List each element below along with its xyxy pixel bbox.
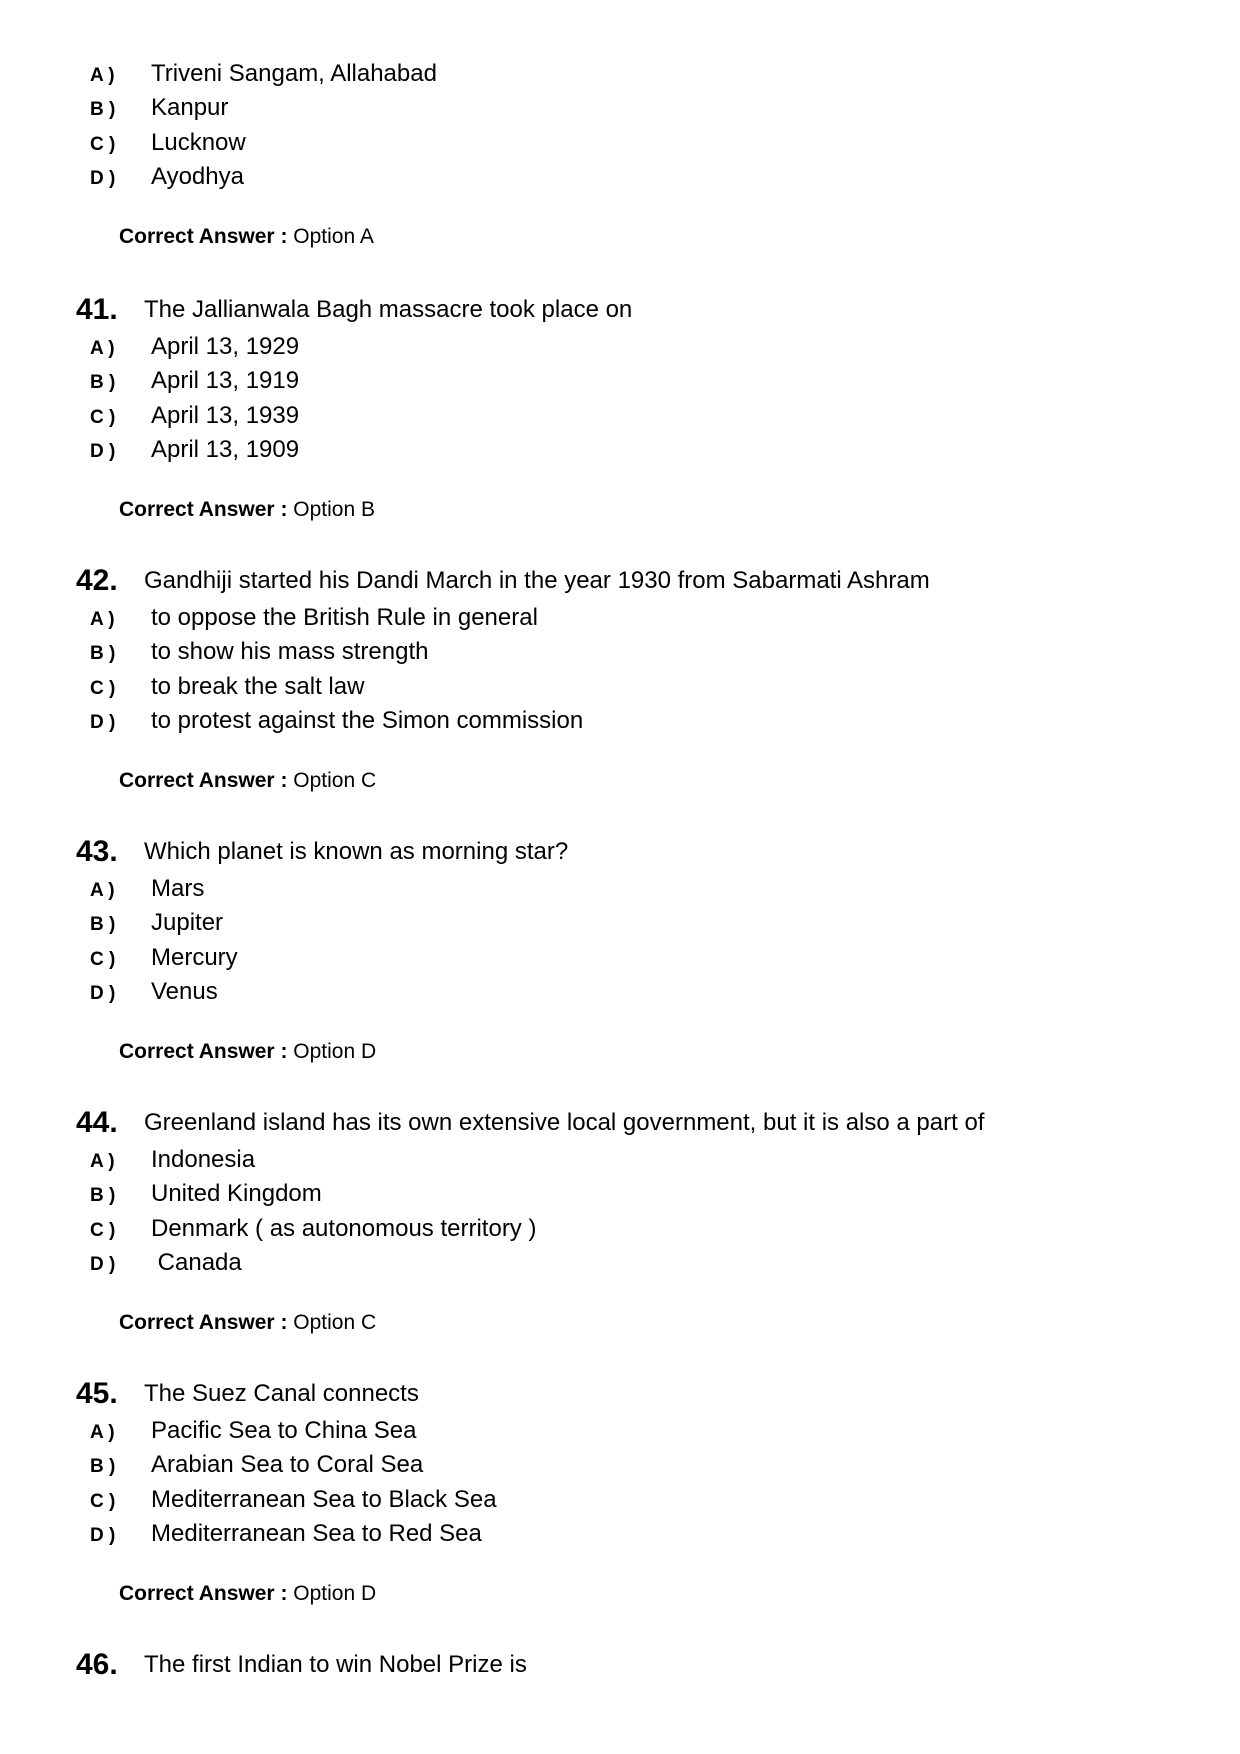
option-a xyxy=(0,872,1240,906)
option-b xyxy=(0,635,1240,669)
option-letter: C ) xyxy=(90,133,116,155)
question-line xyxy=(0,1374,1240,1414)
question-line xyxy=(0,561,1240,601)
question-text: Greenland island has its own extensive local government, but it is also a part of xyxy=(144,1109,985,1136)
option-letter: D ) xyxy=(90,1253,116,1275)
option-text: Pacific Sea to China Sea xyxy=(151,1417,417,1444)
option-text: Mars xyxy=(151,875,205,902)
option-letter: D ) xyxy=(90,1524,116,1546)
question-block-45 xyxy=(0,1374,1240,1609)
option-letter: C ) xyxy=(90,1219,116,1241)
question-number: 41. xyxy=(76,293,118,326)
option-d xyxy=(0,975,1240,1009)
question-number: 42. xyxy=(76,564,118,597)
correct-answer xyxy=(0,1579,1240,1609)
option-letter: A ) xyxy=(90,880,115,901)
option-text: Jupiter xyxy=(151,909,224,937)
correct-answer-label: Correct Answer : xyxy=(119,769,294,793)
option-c xyxy=(0,399,1240,433)
question-block-42 xyxy=(0,561,1240,796)
option-letter: A ) xyxy=(90,609,115,630)
option-text: Mediterranean Sea to Black Sea xyxy=(151,1485,497,1513)
option-text: Denmark ( as autonomous territory ) xyxy=(151,1214,537,1242)
correct-answer-label: Correct Answer : xyxy=(119,1582,294,1606)
correct-answer xyxy=(0,766,1240,796)
correct-answer-label: Correct Answer : xyxy=(119,498,294,522)
correct-answer-value: Option D xyxy=(293,1582,377,1606)
option-text: to protest against the Simon commission xyxy=(151,706,584,734)
option-text: Triveni Sangam, Allahabad xyxy=(151,60,437,87)
correct-answer xyxy=(0,1037,1240,1067)
option-d xyxy=(0,1246,1240,1280)
option-letter: B ) xyxy=(90,99,116,121)
option-letter: C ) xyxy=(90,948,116,970)
question-block-43 xyxy=(0,832,1240,1067)
question-number: 45. xyxy=(76,1377,118,1410)
option-letter: D ) xyxy=(90,440,116,462)
option-a xyxy=(0,1143,1240,1177)
option-text: April 13, 1929 xyxy=(151,333,300,360)
option-text: April 13, 1939 xyxy=(151,401,300,429)
option-letter: C ) xyxy=(90,677,116,699)
option-b xyxy=(0,91,1240,125)
option-letter: A ) xyxy=(90,338,115,359)
option-letter: B ) xyxy=(90,914,116,936)
option-c xyxy=(0,1212,1240,1246)
option-a xyxy=(0,1414,1240,1448)
option-letter: B ) xyxy=(90,372,116,394)
question-text: The first Indian to win Nobel Prize is xyxy=(144,1651,527,1678)
option-text: Mercury xyxy=(151,943,238,971)
option-letter: B ) xyxy=(90,1456,116,1478)
option-text: to oppose the British Rule in general xyxy=(151,604,538,631)
option-letter: D ) xyxy=(90,167,116,189)
option-b xyxy=(0,1177,1240,1211)
correct-answer xyxy=(0,495,1240,525)
option-a xyxy=(0,57,1240,91)
option-a xyxy=(0,330,1240,364)
question-line xyxy=(0,832,1240,872)
option-b xyxy=(0,1448,1240,1482)
option-text: to show his mass strength xyxy=(151,638,429,666)
option-text: Venus xyxy=(151,977,218,1005)
option-c xyxy=(0,126,1240,160)
question-text: The Jallianwala Bagh massacre took place on xyxy=(144,296,633,323)
option-letter: B ) xyxy=(90,643,116,665)
option-text: Ayodhya xyxy=(151,162,244,190)
correct-answer-value: Option A xyxy=(293,225,374,249)
option-text: April 13, 1919 xyxy=(151,367,300,395)
option-text: to break the salt law xyxy=(151,672,365,700)
option-text: Mediterranean Sea to Red Sea xyxy=(151,1519,482,1547)
correct-answer-label: Correct Answer : xyxy=(119,1311,294,1335)
correct-answer-value: Option B xyxy=(293,498,375,522)
option-d xyxy=(0,160,1240,194)
option-letter: A ) xyxy=(90,65,115,86)
question-block-40 xyxy=(0,57,1240,252)
option-c xyxy=(0,1483,1240,1517)
question-line xyxy=(0,290,1240,330)
option-d xyxy=(0,1517,1240,1551)
option-text: Lucknow xyxy=(151,128,246,156)
correct-answer-value: Option C xyxy=(293,1311,377,1335)
question-line xyxy=(0,1645,1240,1685)
option-letter: A ) xyxy=(90,1151,115,1172)
option-letter: D ) xyxy=(90,711,116,733)
option-c xyxy=(0,941,1240,975)
correct-answer-label: Correct Answer : xyxy=(119,1040,294,1064)
question-block-46 xyxy=(0,1645,1240,1685)
question-line xyxy=(0,1103,1240,1143)
option-letter: C ) xyxy=(90,406,116,428)
correct-answer-value: Option C xyxy=(293,769,377,793)
question-number: 46. xyxy=(76,1648,118,1681)
option-b xyxy=(0,906,1240,940)
question-block-44 xyxy=(0,1103,1240,1338)
correct-answer xyxy=(0,222,1240,252)
option-d xyxy=(0,433,1240,467)
option-text: United Kingdom xyxy=(151,1180,322,1208)
question-text: Gandhiji started his Dandi March in the year 1930 from Sabarmati Ashram xyxy=(144,567,930,594)
option-text: Canada xyxy=(151,1248,242,1276)
option-letter: C ) xyxy=(90,1490,116,1512)
option-text: April 13, 1909 xyxy=(151,435,300,463)
correct-answer-value: Option D xyxy=(293,1040,377,1064)
correct-answer xyxy=(0,1308,1240,1338)
option-text: Indonesia xyxy=(151,1146,256,1173)
option-text: Kanpur xyxy=(151,94,229,122)
option-c xyxy=(0,670,1240,704)
question-text: Which planet is known as morning star? xyxy=(144,838,569,865)
question-number: 44. xyxy=(76,1106,118,1139)
option-d xyxy=(0,704,1240,738)
question-number: 43. xyxy=(76,835,118,868)
option-b xyxy=(0,364,1240,398)
option-letter: D ) xyxy=(90,982,116,1004)
option-letter: B ) xyxy=(90,1185,116,1207)
correct-answer-label: Correct Answer : xyxy=(119,225,294,249)
option-text: Arabian Sea to Coral Sea xyxy=(151,1451,424,1479)
question-text: The Suez Canal connects xyxy=(144,1380,419,1407)
option-letter: A ) xyxy=(90,1422,115,1443)
option-a xyxy=(0,601,1240,635)
question-block-41 xyxy=(0,290,1240,525)
